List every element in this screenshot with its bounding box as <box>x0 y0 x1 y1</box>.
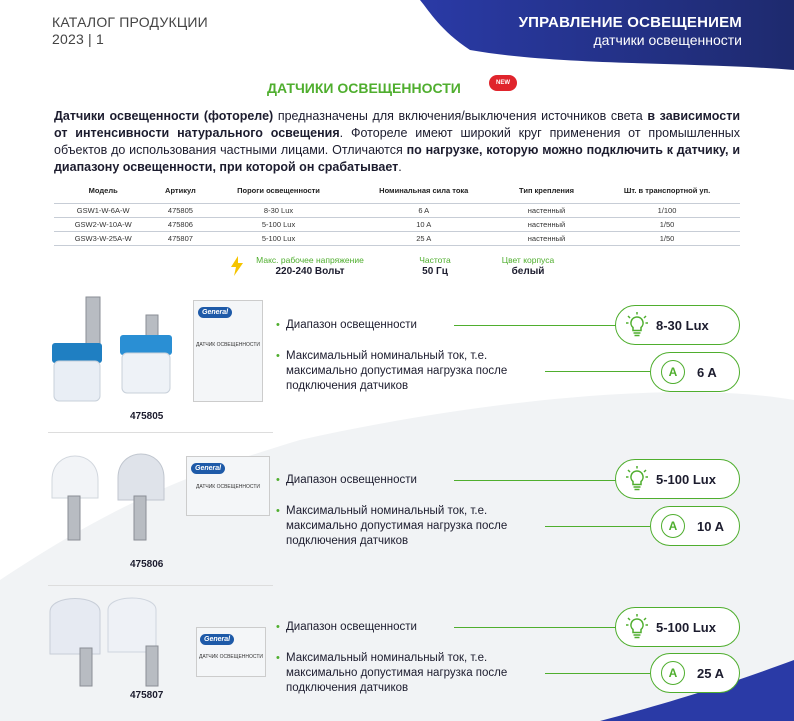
current-label: • Максимальный номинальный ток, т.е. максимально допустимая нагрузка после подключения датчиков <box>286 349 546 394</box>
cell: настенный <box>499 218 594 232</box>
table-row <box>54 232 740 246</box>
connector-line <box>454 325 616 326</box>
range-label: • Диапазон освещенности <box>286 318 417 333</box>
year-page: 2023 | 1 <box>52 31 104 47</box>
intro-text-4: . Фотореле имеют широкий круг применения от промышленных объектов до использования частными лицами. Отличаются <box>54 126 740 157</box>
row-divider <box>48 585 273 586</box>
intro-text-6: . <box>398 160 402 174</box>
cell: настенный <box>499 204 594 218</box>
sensor-image-2 <box>48 440 188 550</box>
box-brand-1: General <box>198 307 232 318</box>
ampere-icon: A <box>661 360 685 384</box>
box-text-3: ДАТЧИК ОСВЕЩЕННОСТИ <box>198 654 263 660</box>
col-threshold: Пороги освещенности <box>237 186 320 195</box>
header-subtitle: датчики освещенности <box>593 32 742 48</box>
cell: 25 A <box>349 232 499 246</box>
current-pill <box>650 352 740 392</box>
box-brand-3: General <box>200 634 234 645</box>
cell: 475807 <box>152 232 208 246</box>
table-header-row <box>54 183 740 204</box>
current-label: • Максимальный номинальный ток, т.е. максимально допустимая нагрузка после подключения датчиков <box>286 651 546 696</box>
frequency-prop <box>405 255 465 277</box>
cell: 1/50 <box>594 218 740 232</box>
voltage-value: 220-240 Вольт <box>275 266 345 277</box>
cell: настенный <box>499 232 594 246</box>
voltage-label: Макс. рабочее напряжение <box>256 255 364 265</box>
range-pill <box>615 607 740 647</box>
cell: 475806 <box>152 218 208 232</box>
cell: 8-30 Lux <box>208 204 348 218</box>
cell: 475805 <box>152 204 208 218</box>
section-title: ДАТЧИКИ ОСВЕЩЕННОСТИ <box>267 80 461 96</box>
package-box-3 <box>196 627 266 677</box>
header-title: УПРАВЛЕНИЕ ОСВЕЩЕНИЕМ <box>518 14 742 31</box>
current-pill <box>650 506 740 546</box>
spec-table <box>54 183 740 246</box>
connector-line <box>454 627 616 628</box>
box-text-1: ДАТЧИК ОСВЕЩЕННОСТИ <box>195 342 260 348</box>
cell: 5-100 Lux <box>208 218 348 232</box>
col-model: Модель <box>88 186 118 195</box>
current-pill <box>650 653 740 693</box>
intro-bold-1: Датчики освещенности (фотореле) <box>54 109 274 123</box>
frequency-label: Частота <box>419 255 451 265</box>
col-package: Шт. в транспортной уп. <box>623 186 711 195</box>
color-prop <box>488 255 568 277</box>
cell: 5-100 Lux <box>208 232 348 246</box>
cell: 1/50 <box>594 232 740 246</box>
range-value: 8-30 Lux <box>656 317 709 333</box>
range-label: • Диапазон освещенности <box>286 473 417 488</box>
connector-line <box>545 673 650 674</box>
product-code: 475806 <box>130 559 164 570</box>
ampere-icon: A <box>661 661 685 685</box>
table-row <box>54 204 740 218</box>
sensor-image-1 <box>48 295 188 405</box>
current-value: 10 A <box>697 518 724 534</box>
cell: 1/100 <box>594 204 740 218</box>
new-badge: NEW <box>489 75 517 91</box>
col-article: Артикул <box>165 186 196 195</box>
range-label: • Диапазон освещенности <box>286 620 417 635</box>
cell: 6 A <box>349 204 499 218</box>
cell: 10 A <box>349 218 499 232</box>
cell: GSW2-W-10A-W <box>54 218 152 232</box>
cell: GSW1-W-6A-W <box>54 204 152 218</box>
voltage-prop <box>240 255 380 277</box>
color-value: белый <box>511 266 545 277</box>
catalog-header <box>52 14 208 48</box>
current-label: • Максимальный номинальный ток, т.е. максимально допустимая нагрузка после подключения датчиков <box>286 504 546 549</box>
intro-bold-5: по нагрузке, которую можно подключить к датчику, и диапазону освещенности, при которой он срабатывает <box>54 143 740 174</box>
ampere-icon: A <box>661 514 685 538</box>
product-code: 475807 <box>130 690 164 701</box>
cell: GSW3-W-25A-W <box>54 232 152 246</box>
row-divider <box>48 432 273 433</box>
range-pill <box>615 305 740 345</box>
box-text-2: ДАТЧИК ОСВЕЩЕННОСТИ <box>195 484 260 490</box>
range-pill <box>615 459 740 499</box>
intro-bold-3: в зависимости от интенсивности натурального освещения <box>54 109 740 140</box>
frequency-value: 50 Гц <box>422 266 448 277</box>
intro-text-2: предназначены для включения/выключения источников света <box>273 109 648 123</box>
bulb-icon <box>626 466 648 492</box>
package-box-1 <box>193 300 263 402</box>
connector-line <box>545 371 650 372</box>
catalog-label: КАТАЛОГ ПРОДУКЦИИ <box>52 14 208 30</box>
table-row <box>54 218 740 232</box>
current-value: 25 A <box>697 665 724 681</box>
product-code: 475805 <box>130 411 164 422</box>
section-header <box>519 14 742 49</box>
color-label: Цвет корпуса <box>501 255 555 265</box>
connector-line <box>454 480 616 481</box>
bulb-icon <box>626 614 648 640</box>
package-box-2 <box>186 456 270 516</box>
col-current: Номинальная сила тока <box>379 186 469 195</box>
box-brand-2: General <box>191 463 225 474</box>
intro-paragraph <box>54 108 740 176</box>
current-value: 6 A <box>697 364 717 380</box>
col-mount: Тип крепления <box>519 186 574 195</box>
range-value: 5-100 Lux <box>656 619 716 635</box>
range-value: 5-100 Lux <box>656 471 716 487</box>
connector-line <box>545 526 650 527</box>
bulb-icon <box>626 312 648 338</box>
sensor-image-3 <box>44 596 194 688</box>
